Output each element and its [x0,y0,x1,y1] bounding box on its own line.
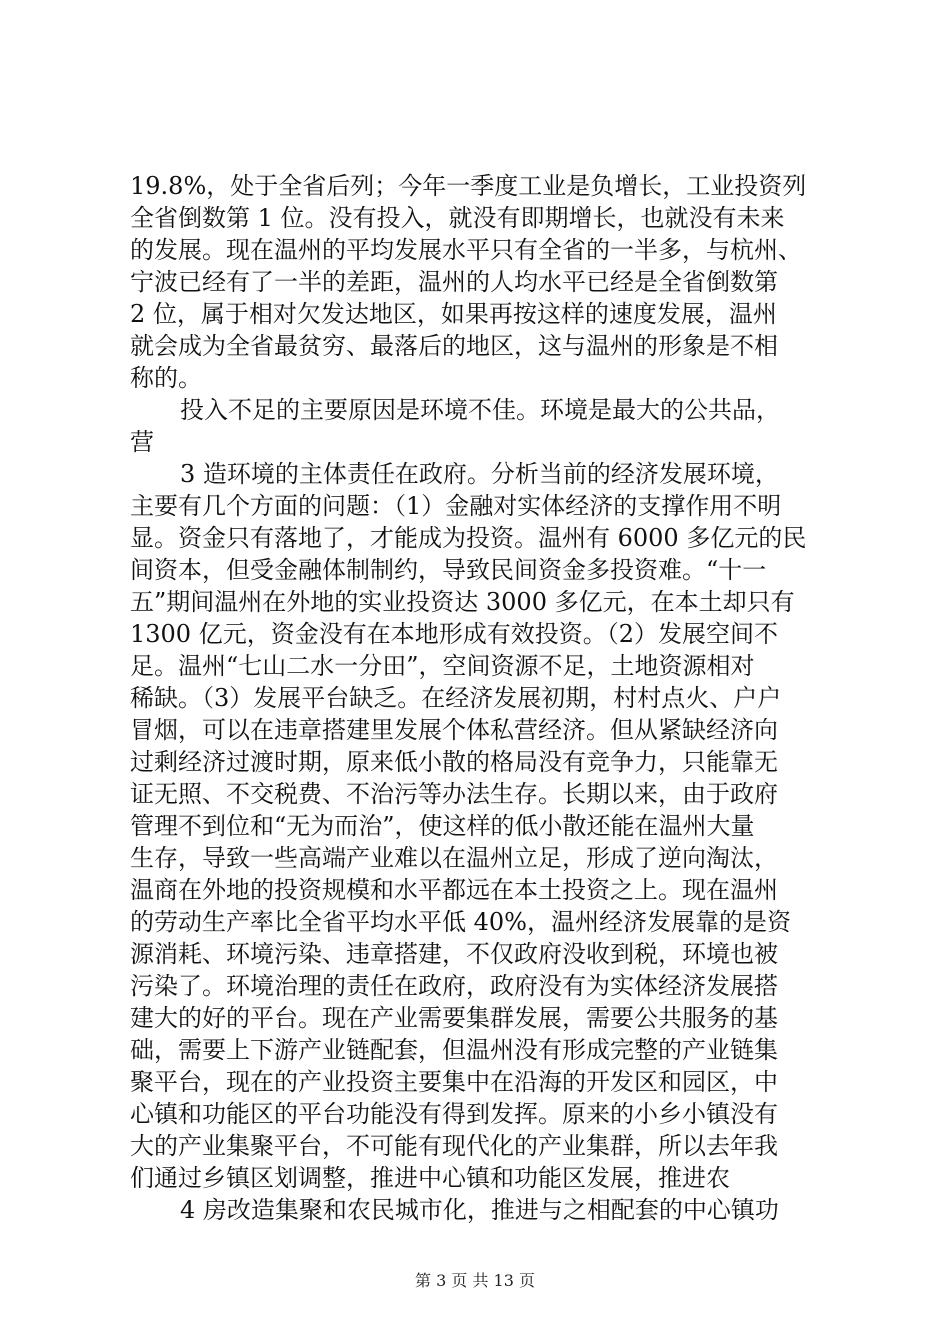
text-line: 营 [130,428,154,456]
text-line: 污染了。环境治理的责任在政府，政府没有为实体经济发展搭 [130,972,778,1000]
page-number-footer: 第 3 页 共 13 页 [415,1271,535,1290]
text-line: 主要有几个方面的问题：（1）金融对实体经济的支撑作用不明 [130,492,782,520]
text-line: 间资本，但受金融体制制约，导致民间资金多投资难。“十一 [130,556,767,584]
text-line: 管理不到位和“无为而治”，使这样的低小散还能在温州大量 [130,812,755,840]
text-line: 宁波已经有了一半的差距，温州的人均水平已经是全省倒数第 [130,268,778,296]
text-line: 2 位，属于相对欠发达地区，如果再按这样的速度发展，温州 [130,300,777,328]
text-line: 源消耗、环境污染、违章搭建，不仅政府没收到税，环境也被 [130,940,778,968]
text-line: 稀缺。（3）发展平台缺乏。在经济发展初期，村村点火、户户 [130,684,782,712]
text-line: 础，需要上下游产业链配套，但温州没有形成完整的产业链集 [130,1036,778,1064]
text-line: 1300 亿元，资金没有在本地形成有效投资。（2）发展空间不 [130,620,778,648]
paragraph-start-line: 4 房改造集聚和农民城市化，推进与之相配套的中心镇功 [180,1196,779,1224]
text-line: 们通过乡镇区划调整，推进中心镇和功能区发展，推进农 [130,1164,730,1192]
text-line: 聚平台，现在的产业投资主要集中在沿海的开发区和园区，中 [130,1068,778,1096]
text-line: 19.8%，处于全省后列；今年一季度工业是负增长，工业投资列 [130,172,807,200]
text-line: 过剩经济过渡时期，原来低小散的格局没有竞争力，只能靠无 [130,748,778,776]
text-line: 的发展。现在温州的平均发展水平只有全省的一半多，与杭州、 [130,236,802,264]
body-text [130,170,830,1226]
text-line: 心镇和功能区的平台功能没有得到发挥。原来的小乡小镇没有 [130,1100,778,1128]
text-line: 生存，导致一些高端产业难以在温州立足，形成了逆向淘汰， [130,844,778,872]
text-line: 温商在外地的投资规模和水平都远在本土投资之上。现在温州 [130,876,778,904]
text-line: 就会成为全省最贫穷、最落后的地区，这与温州的形象是不相 [130,332,778,360]
text-line: 大的产业集聚平台，不可能有现代化的产业集群，所以去年我 [130,1132,778,1160]
text-line: 五”期间温州在外地的实业投资达 3000 多亿元，在本土却只有 [130,588,795,616]
text-line: 全省倒数第 1 位。没有投入，就没有即期增长，也就没有未来 [130,204,785,232]
text-line: 证无照、不交税费、不治污等办法生存。长期以来，由于政府 [130,780,778,808]
text-line: 建大的好的平台。现在产业需要集群发展，需要公共服务的基 [130,1004,778,1032]
text-line: 显。资金只有落地了，才能成为投资。温州有 6000 多亿元的民 [130,524,807,552]
paragraph-start-line: 3 造环境的主体责任在政府。分析当前的经济发展环境， [180,460,779,488]
paragraph-start-line: 投入不足的主要原因是环境不佳。环境是最大的公共品， [180,396,780,424]
text-line: 称的。 [130,364,202,392]
text-line: 的劳动生产率比全省平均水平低 40%，温州经济发展靠的是资 [130,908,791,936]
text-line: 足。温州“七山二水一分田”，空间资源不足，土地资源相对 [130,652,755,680]
text-line: 冒烟，可以在违章搭建里发展个体私营经济。但从紧缺经济向 [130,716,778,744]
